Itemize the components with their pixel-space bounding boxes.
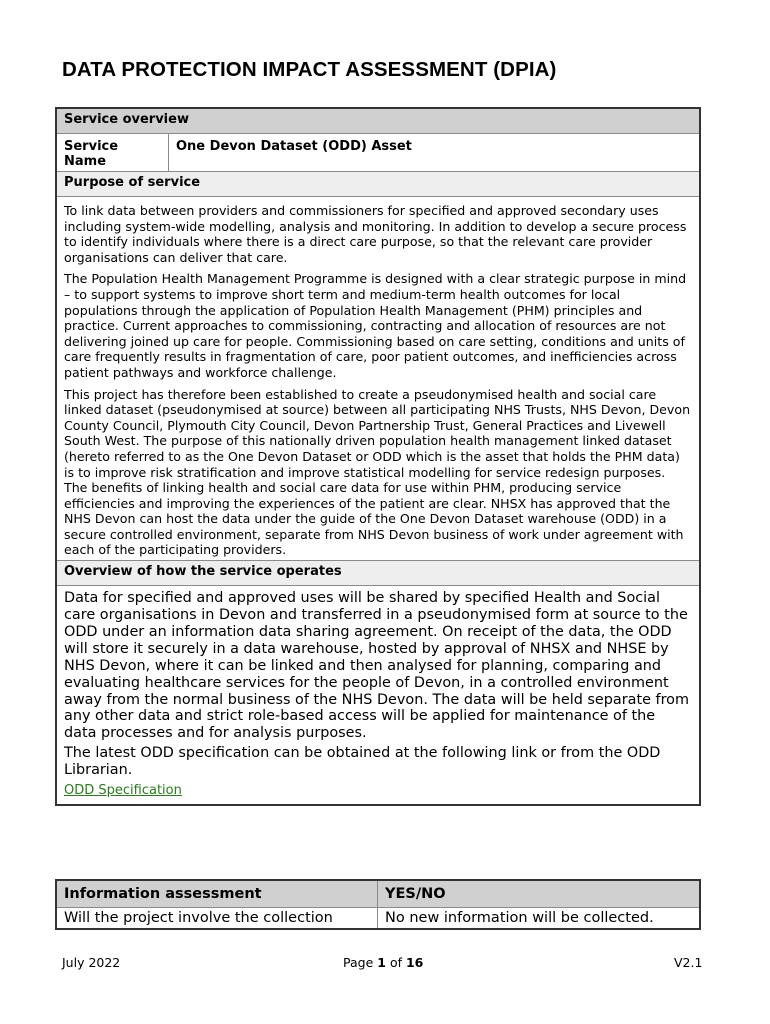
footer-page-total: 16 [405,955,424,970]
footer-version: V2.1 [674,955,703,970]
footer-page-number [343,955,423,970]
purpose-body [56,197,700,561]
purpose-paragraph-2: The Population Health Management Programme is designed with a clear strategic purpose in mind – to support systems to improve short term and medium-term health outcomes for local populations through the application of Population Health Management (PHM) principles and practice. Current approaches to commissioning, contracting and allocation of resources are not delivering joined up care for people. Commissioning based on care setting, conditions and units of care frequently results in fragmentation of care, poor patient outcomes, and inefficiencies across patient pathways and workforce challenge. [64,271,687,380]
service-name-value: One Devon Dataset (ODD) Asset [169,134,701,172]
assessment-answer-cell: No new information will be collected. [378,908,701,930]
purpose-heading: Purpose of service [56,172,700,197]
footer-page-of: of [389,955,402,970]
odd-specification-link[interactable]: ODD Specification [64,783,182,799]
overview-body [56,586,700,805]
overview-paragraph-2: The latest ODD specification can be obtained at the following link or from the ODD Librarian. [64,745,661,779]
purpose-paragraph-1: To link data between providers and commissioners for specified and approved secondary uses including system-wide modelling, analysis and monitoring. In addition to develop a secure process to identify individuals where there is a direct care purpose, so that the relevant care provider organisations can deliver that care. [64,203,687,265]
yes-no-header: YES/NO [378,880,701,908]
service-name-label: Service Name [56,134,169,172]
footer-date: July 2022 [62,955,121,970]
service-overview-table [55,107,701,806]
document-title: DATA PROTECTION IMPACT ASSESSMENT (DPIA) [62,58,557,81]
assessment-question-cell: Will the project involve the collection [56,908,378,930]
overview-paragraph-1: Data for specified and approved uses will be shared by specified Health and Social care organisations in Devon and transferred in a pseudonymised form at source to the ODD under an information data sharing agreement. On receipt of the data, the ODD will store it securely in a data warehouse, hosted by approval of NHSX and NHSE by NHS Devon, where it can be linked and then analysed for planning, comparing and evaluating healthcare services for the people of Devon, in a controlled environment away from the normal business of the NHS Devon. The data will be held separate from any other data and strict role-based access will be applied for maintenance of the data processes and for analysis purposes. [64,590,690,742]
footer-page-current: 1 [377,955,386,970]
overview-heading: Overview of how the service operates [56,561,700,586]
purpose-paragraph-3: This project has therefore been established to create a pseudonymised health and social care linked dataset (pseudonymised at source) between all participating NHS Trusts, NHS Devon, Devon County Council, Plymouth City Council, Devon Partnership Trust, General Practices and Livewell South West. The purpose of this nationally driven population health management linked dataset (hereto referred to as the One Devon Dataset or ODD which is the asset that holds the PHM data) is to improve risk stratification and improve statistical modelling for service redesign purposes. The benefits of linking health and social care data for use within PHM, producing service efficiencies and improving the experiences of the patient are clear. NHSX has approved that the NHS Devon can host the data under the guide of the One Devon Dataset warehouse (ODD) in a secure controlled environment, separate from NHS Devon business of work under agreement with each of the participating providers. [64,386,691,558]
service-overview-heading: Service overview [56,108,700,134]
information-assessment-header: Information assessment [56,880,378,908]
footer-page-word: Page [343,955,374,970]
information-assessment-table [55,879,701,930]
